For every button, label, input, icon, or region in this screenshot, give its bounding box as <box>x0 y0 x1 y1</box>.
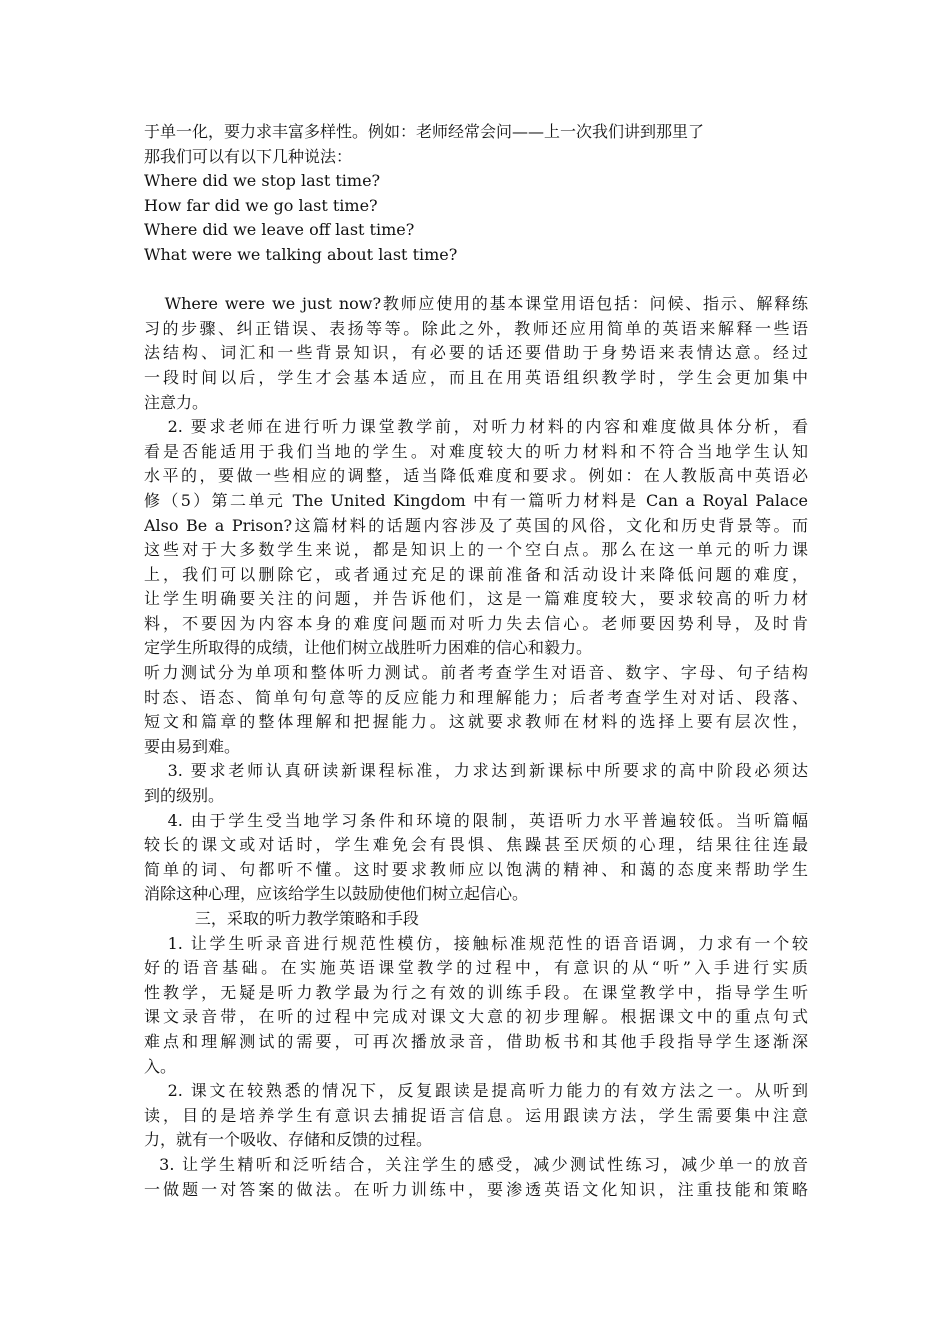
section-heading: 三，采取的听力教学策略和手段 <box>144 909 419 928</box>
text-line: 到的级别。 <box>144 786 225 806</box>
text-line: 消除这种心理，应该给学生以鼓励使他们树立起信心。 <box>144 884 529 904</box>
text-line: 短文和篇章的整体理解和把握能力。这就要求教师在材料的选择上要有层次性， <box>144 712 808 732</box>
text-line: 于单一化，要力求丰富多样性。例如：老师经常会问——上一次我们讲到那里了 <box>144 122 705 141</box>
text-line: 习的步骤、纠正错误、表扬等等。除此之外，教师还应用简单的英语来解释一些语 <box>144 318 808 338</box>
text-line: 难点和理解测试的需要，可再次播放录音，借助板书和其他手段指导学生逐渐深 <box>144 1031 808 1051</box>
text-line: 那我们可以有以下几种说法： <box>144 146 353 166</box>
document-page <box>144 120 808 1202</box>
text-line: 入。 <box>144 1056 177 1076</box>
text-line: 这些对于大多数学生来说，都是知识上的一个空白点。那么在这一单元的听力课 <box>144 540 808 560</box>
text-line: 4. 由于学生受当地学习条件和环境的限制，英语听力水平普遍较低。当听篇幅 <box>144 810 808 830</box>
text-line: 时态、语态、简单句句意等的反应能力和理解能力；后者考查学生对对话、段落、 <box>144 687 808 707</box>
text-line: 课文录音带，在听的过程中完成对课文大意的初步理解。根据课文中的重点句式 <box>144 1007 808 1027</box>
text-line: 好的语音基础。在实施英语课堂教学的过程中，有意识的从“听”入手进行实质 <box>144 958 808 978</box>
text-line: Where were we just now?教师应使用的基本课堂用语包括：问候、指示、解释练 <box>144 294 808 314</box>
text-line: 定学生所取得的成绩，让他们树立战胜听力困难的信心和毅力。 <box>144 638 593 658</box>
text-line: 力，就有一个吸收、存储和反馈的过程。 <box>144 1130 433 1150</box>
text-line: 3. 让学生精听和泛听结合，关注学生的感受，减少测试性练习，减少单一的放音 <box>144 1154 808 1174</box>
text-line: 听力测试分为单项和整体听力测试。前者考查学生对语音、数字、字母、句子结构 <box>144 663 808 683</box>
text-line: 料，不要因为内容本身的难度问题而对听力失去信心。老师要因势利导，及时肯 <box>144 613 808 633</box>
text-line: Also Be a Prison?这篇材料的话题内容涉及了英国的风俗，文化和历史背景等。而 <box>144 515 808 535</box>
text-line: 性教学，无疑是听力教学最为行之有效的训练手段。在课堂教学中，指导学生听 <box>144 982 808 1002</box>
text-line: 2. 要求老师在进行听力课堂教学前，对听力材料的内容和难度做具体分析，看 <box>144 417 808 437</box>
text-line: 简单的词、句都听不懂。这时要求教师应以饱满的精神、和蔼的态度来帮助学生 <box>144 859 808 879</box>
text-line: 水平的，要做一些相应的调整，适当降低难度和要求。例如：在人教版高中英语必 <box>144 466 808 486</box>
text-line: 法结构、词汇和一些背景知识，有必要的话还要借助于身势语来表情达意。经过 <box>144 343 808 363</box>
text-line: How far did we go last time? <box>144 195 378 215</box>
text-line: Where did we leave off last time? <box>144 220 415 240</box>
text-line: 较长的课文或对话时，学生难免会有畏惧、焦躁甚至厌烦的心理，结果往往连最 <box>144 835 808 855</box>
text-line: 2. 课文在较熟悉的情况下，反复跟读是提高听力能力的有效方法之一。从听到 <box>144 1081 808 1101</box>
text-line: 上，我们可以删除它，或者通过充足的课前准备和活动设计来降低问题的难度， <box>144 564 808 584</box>
text-line: 一做题一对答案的做法。在听力训练中，要渗透英语文化知识，注重技能和策略 <box>144 1179 808 1199</box>
text-line: 要由易到难。 <box>144 736 241 756</box>
text-line: 一段时间以后，学生才会基本适应，而且在用英语组织教学时，学生会更加集中 <box>144 367 808 387</box>
text-line: 3. 要求老师认真研读新课程标准，力求达到新课标中所要求的高中阶段必须达 <box>144 761 808 781</box>
blank-line <box>144 268 808 293</box>
text-line: 让学生明确要关注的问题，并告诉他们，这是一篇难度较大，要求较高的听力材 <box>144 589 808 609</box>
text-line: 1. 让学生听录音进行规范性模仿，接触标准规范性的语音语调，力求有一个较 <box>144 933 808 953</box>
text-line: 读，目的是培养学生有意识去捕捉语言信息。运用跟读方法，学生需要集中注意 <box>144 1105 808 1125</box>
text-line: What were we talking about last time? <box>144 244 458 264</box>
text-line: Where did we stop last time? <box>144 171 381 191</box>
text-line: 注意力。 <box>144 392 209 412</box>
text-line: 修（5）第二单元 The United Kingdom 中有一篇听力材料是 Can a Royal Palace <box>144 490 808 510</box>
text-line: 看是否能适用于我们当地的学生。对难度较大的听力材料和不符合当地学生认知 <box>144 441 808 461</box>
